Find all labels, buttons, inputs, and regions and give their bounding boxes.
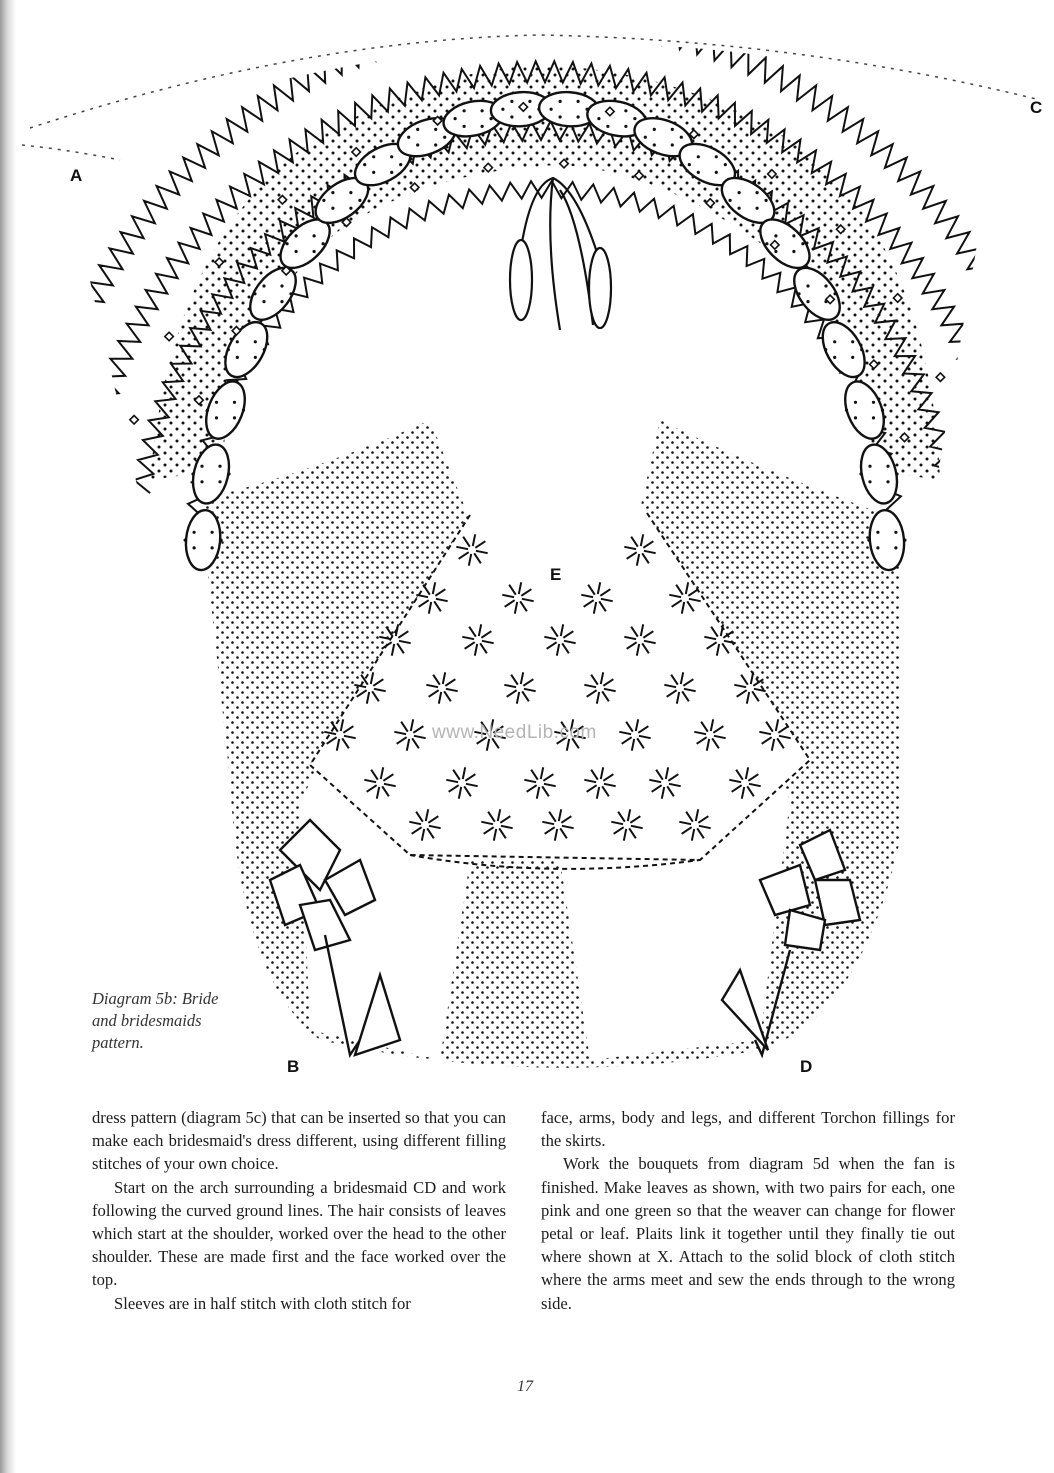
- pinhole: [633, 117, 636, 120]
- pinhole: [528, 100, 531, 103]
- pinhole: [200, 480, 203, 483]
- pinhole: [644, 136, 647, 139]
- pinhole: [363, 163, 366, 166]
- pinhole: [280, 300, 283, 303]
- pinhole: [227, 348, 230, 351]
- pinhole: [215, 416, 218, 419]
- watermark: www.NeedLib.com: [432, 722, 597, 743]
- pinhole: [322, 242, 325, 245]
- pinhole: [200, 465, 203, 468]
- pinhole: [860, 348, 863, 351]
- pinhole: [806, 284, 809, 287]
- diagram-caption: [92, 988, 262, 1054]
- pinhole: [653, 143, 656, 146]
- pinhole: [833, 356, 836, 359]
- pinhole: [463, 109, 466, 112]
- pinhole: [801, 242, 804, 245]
- pinhole: [416, 143, 419, 146]
- pinhole: [218, 465, 221, 468]
- pinhole: [895, 472, 898, 475]
- pinhole: [765, 199, 768, 202]
- pinhole: [211, 546, 214, 549]
- pinhole: [624, 125, 627, 128]
- diamond-marker: [936, 373, 944, 381]
- pinhole: [597, 117, 600, 120]
- pinhole: [697, 171, 700, 174]
- caption-line-2: and bridesmaids: [92, 1011, 202, 1030]
- pinhole: [715, 171, 718, 174]
- pinhole: [227, 472, 230, 475]
- pinhole: [886, 480, 889, 483]
- pinhole: [236, 340, 239, 343]
- caption-line-3: pattern.: [92, 1033, 144, 1052]
- pinhole: [510, 100, 513, 103]
- pinhole: [577, 115, 580, 118]
- pinhole: [680, 136, 683, 139]
- pinhole: [322, 199, 325, 202]
- pinhole: [286, 242, 289, 245]
- pinhole: [331, 191, 334, 194]
- pinhole: [331, 207, 334, 210]
- paragraph: dress pattern (diagram 5c) that can be inserted so that you can make each bridesmaid's dress different, using different filling stitches of your own choice.: [92, 1108, 506, 1174]
- pinhole: [295, 234, 298, 237]
- body-text-right-column: [541, 1106, 955, 1315]
- caption-line-1: Diagram 5b: Bride: [92, 989, 219, 1008]
- pinhole: [233, 416, 236, 419]
- pinhole: [851, 356, 854, 359]
- paragraph: face, arms, body and legs, and different Torchon fillings for the skirts.: [541, 1108, 955, 1151]
- pinhole: [510, 115, 513, 118]
- pinhole: [671, 143, 674, 146]
- pinhole: [859, 472, 862, 475]
- pinhole: [193, 531, 196, 534]
- pinhole: [218, 480, 221, 483]
- pinhole: [868, 480, 871, 483]
- pinhole: [833, 292, 836, 295]
- pinhole: [854, 416, 857, 419]
- body-text-left-column: [92, 1106, 506, 1315]
- pinhole: [295, 250, 298, 253]
- pinhole: [193, 546, 196, 549]
- pinhole: [407, 136, 410, 139]
- pinhole: [715, 155, 718, 158]
- pinhole: [851, 340, 854, 343]
- pinhole: [903, 539, 906, 542]
- pinhole: [211, 531, 214, 534]
- pinhole: [372, 171, 375, 174]
- pinhole: [806, 300, 809, 303]
- paragraph: Start on the arch surrounding a bridesmaid CD and work following the curved ground lines. The hair consists of leaves which start at the shoulder, worked over the head to the other shoulder. These are made first and the face worked over the top.: [92, 1177, 506, 1290]
- pinhole: [876, 531, 879, 534]
- pinhole: [372, 155, 375, 158]
- pinhole: [220, 539, 223, 542]
- pinhole: [624, 109, 627, 112]
- pinhole: [886, 465, 889, 468]
- pinhole: [792, 250, 795, 253]
- pinhole: [697, 155, 700, 158]
- pinhole: [191, 472, 194, 475]
- pinhole: [399, 163, 402, 166]
- pinhole: [824, 348, 827, 351]
- pinhole: [236, 356, 239, 359]
- paragraph: Work the bouquets from diagram 5d when the fan is finished. Make leaves as shown, with two pairs for each, one pink and one green so that the weaver can change for flower petal or leaf. Plaits link it together until they finally tie out where shown at X. Attach to the solid block of cloth stitch where the arms meet and sew the ends through to the wrong side.: [541, 1154, 955, 1313]
- pinhole: [390, 155, 393, 158]
- pinhole: [233, 401, 236, 404]
- pinhole: [824, 284, 827, 287]
- pinhole: [416, 128, 419, 131]
- pinhole: [390, 171, 393, 174]
- label-point-b: B: [287, 1057, 300, 1076]
- label-point-c: C: [1030, 98, 1043, 117]
- pinhole: [559, 100, 562, 103]
- pinhole: [481, 109, 484, 112]
- label-point-d: D: [800, 1057, 813, 1076]
- right-ear-leaf: [589, 248, 611, 328]
- pinhole: [577, 100, 580, 103]
- pinhole: [653, 128, 656, 131]
- pinhole: [872, 401, 875, 404]
- pinhole: [845, 409, 848, 412]
- pinhole: [463, 125, 466, 128]
- pinhole: [280, 284, 283, 287]
- diamond-marker: [130, 416, 138, 424]
- pinhole: [867, 539, 870, 542]
- pinhole: [671, 128, 674, 131]
- pinhole: [738, 207, 741, 210]
- pinhole: [481, 125, 484, 128]
- pinhole: [559, 115, 562, 118]
- pinhole: [688, 163, 691, 166]
- pinhole: [254, 356, 257, 359]
- pinhole: [263, 348, 266, 351]
- pinhole: [443, 136, 446, 139]
- pinhole: [206, 409, 209, 412]
- pinhole: [501, 108, 504, 111]
- pinhole: [550, 108, 553, 111]
- page-number: 17: [517, 1378, 533, 1395]
- pinhole: [606, 125, 609, 128]
- pinhole: [756, 207, 759, 210]
- label-point-a: A: [70, 166, 83, 185]
- pinhole: [876, 546, 879, 549]
- pinhole: [289, 292, 292, 295]
- pinhole: [434, 143, 437, 146]
- pinhole: [434, 128, 437, 131]
- pinhole: [774, 250, 777, 253]
- pinhole: [358, 199, 361, 202]
- label-point-e: E: [550, 565, 562, 584]
- left-ear-leaf: [510, 240, 532, 320]
- pinhole: [729, 199, 732, 202]
- pinhole: [854, 401, 857, 404]
- pinhole: [894, 531, 897, 534]
- pinhole: [313, 234, 316, 237]
- pinhole: [349, 191, 352, 194]
- pinhole: [242, 409, 245, 412]
- pinhole: [215, 401, 218, 404]
- pinhole: [349, 207, 352, 210]
- pinhole: [792, 234, 795, 237]
- pinhole: [797, 292, 800, 295]
- pinhole: [528, 115, 531, 118]
- pinhole: [756, 191, 759, 194]
- pinhole: [184, 539, 187, 542]
- pinhole: [894, 546, 897, 549]
- pinhole: [765, 242, 768, 245]
- pinhole: [313, 250, 316, 253]
- pinhole: [262, 284, 265, 287]
- pinhole: [881, 409, 884, 412]
- diamond-marker: [165, 332, 173, 340]
- pinhole: [262, 300, 265, 303]
- pinhole: [454, 117, 457, 120]
- pinhole: [868, 465, 871, 468]
- pinhole: [254, 340, 257, 343]
- pinhole: [774, 234, 777, 237]
- paragraph: Sleeves are in half stitch with cloth stitch for: [114, 1293, 411, 1313]
- pinhole: [872, 416, 875, 419]
- pinhole: [253, 292, 256, 295]
- pinhole: [738, 191, 741, 194]
- pinhole: [724, 163, 727, 166]
- pinhole: [833, 340, 836, 343]
